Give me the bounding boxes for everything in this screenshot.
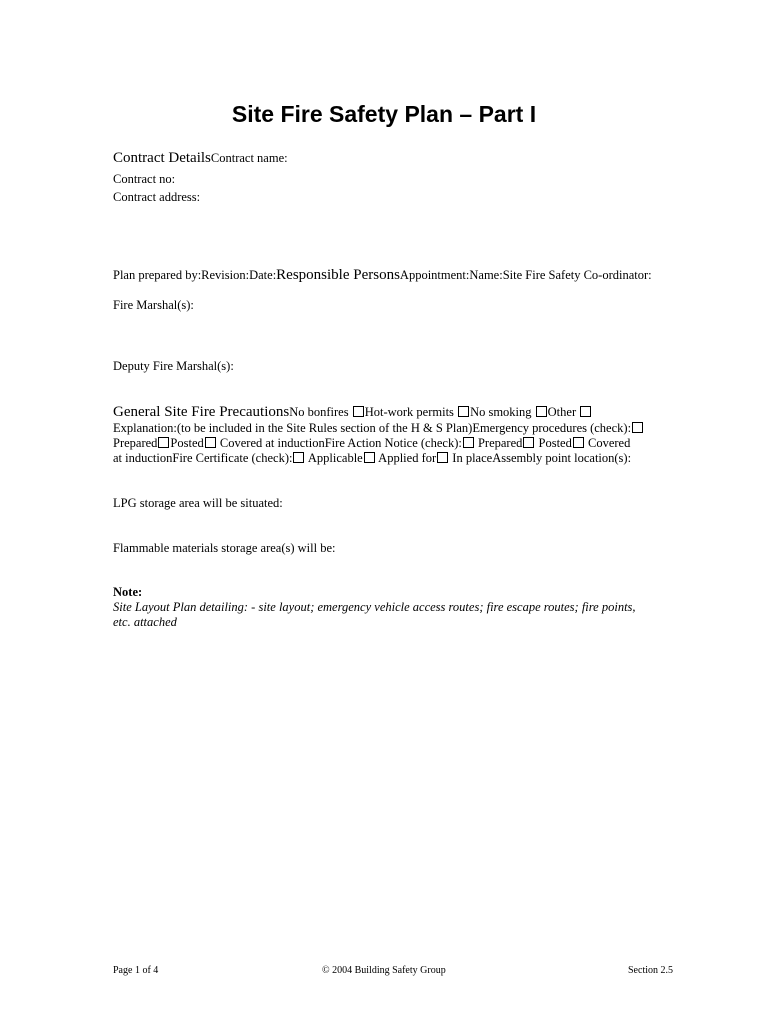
notice-prepared-label: Prepared [477, 436, 523, 450]
other-label: Other [547, 405, 577, 419]
hot-work-permits-checkbox[interactable] [458, 406, 469, 417]
certificate-in-place-label: In place [452, 451, 493, 465]
site-fire-safety-coordinator-label: Site Fire Safety Co-ordinator: [502, 268, 652, 282]
assembly-point-label: Assembly point location(s): [492, 451, 632, 465]
notice-prepared-checkbox[interactable] [463, 437, 474, 448]
footer-section: Section 2.5 [628, 965, 673, 976]
other-checkbox[interactable] [580, 406, 591, 417]
fire-certificate-label: Fire Certificate (check): [172, 451, 293, 465]
notice-covered-label-cont: at induction [113, 451, 173, 465]
revision-label: Revision: [201, 268, 250, 282]
certificate-in-place-checkbox[interactable] [437, 452, 448, 463]
emergency-prepared-checkbox[interactable] [632, 422, 643, 433]
emergency-posted-label: Posted [170, 436, 204, 450]
general-site-fire-precautions-heading: General Site Fire Precautions [113, 404, 290, 420]
no-smoking-checkbox[interactable] [536, 406, 547, 417]
explanation-label: Explanation:(to be included in the Site Rules section of the H & S Plan) [113, 421, 473, 435]
precautions-line-1 [113, 405, 592, 420]
certificate-applicable-checkbox[interactable] [293, 452, 304, 463]
emergency-prepared-label: Prepared [113, 436, 158, 450]
fire-marshal-label: Fire Marshal(s): [113, 298, 194, 312]
contract-details-heading: Contract Details [113, 150, 211, 166]
certificate-applied-for-label: Applied for [378, 451, 437, 465]
name-label: Name: [469, 268, 503, 282]
precautions-line-4 [113, 451, 631, 466]
certificate-applied-for-checkbox[interactable] [364, 452, 375, 463]
date-label: Date: [249, 268, 277, 282]
emergency-posted-checkbox[interactable] [158, 437, 169, 448]
note-title: Note: [113, 585, 143, 599]
no-smoking-label: No smoking [470, 405, 532, 419]
precautions-line-3 [113, 436, 630, 451]
plan-prepared-by-label: Plan prepared by: [113, 268, 202, 282]
page-title: Site Fire Safety Plan – Part I [231, 101, 537, 127]
certificate-applicable-label: Applicable [307, 451, 363, 465]
footer-page-number: Page 1 of 4 [113, 965, 159, 976]
emergency-covered-label: Covered at induction [219, 436, 325, 450]
emergency-procedures-label: Emergency procedures (check): [472, 421, 632, 435]
lpg-storage-label: LPG storage area will be situated: [113, 496, 283, 510]
contract-name-label: Contract name: [210, 151, 288, 165]
no-bonfires-label: No bonfires [289, 405, 349, 419]
contract-address-label: Contract address: [113, 190, 201, 204]
deputy-fire-marshal-label: Deputy Fire Marshal(s): [113, 359, 234, 373]
responsible-persons-heading: Responsible Persons [276, 267, 400, 283]
note-line-2: etc. attached [113, 615, 177, 629]
note-line-1: Site Layout Plan detailing: - site layout; emergency vehicle access routes; fire escape routes; fire points, [113, 600, 636, 614]
notice-posted-label: Posted [538, 436, 572, 450]
fire-action-notice-label: Fire Action Notice (check): [324, 436, 462, 450]
contract-details-line [113, 151, 288, 166]
contract-no-label: Contract no: [113, 172, 176, 186]
notice-covered-checkbox[interactable] [573, 437, 584, 448]
hot-work-permits-label: Hot-work permits [364, 405, 454, 419]
appointment-label: Appointment: [399, 268, 470, 282]
footer-copyright: © 2004 Building Safety Group [322, 965, 446, 976]
notice-posted-checkbox[interactable] [523, 437, 534, 448]
precautions-line-2 [113, 421, 644, 436]
notice-covered-label: Covered [587, 436, 631, 450]
plan-prepared-line [113, 268, 652, 283]
no-bonfires-checkbox[interactable] [353, 406, 364, 417]
emergency-covered-checkbox[interactable] [205, 437, 216, 448]
flammable-storage-label: Flammable materials storage area(s) will be: [113, 541, 336, 555]
